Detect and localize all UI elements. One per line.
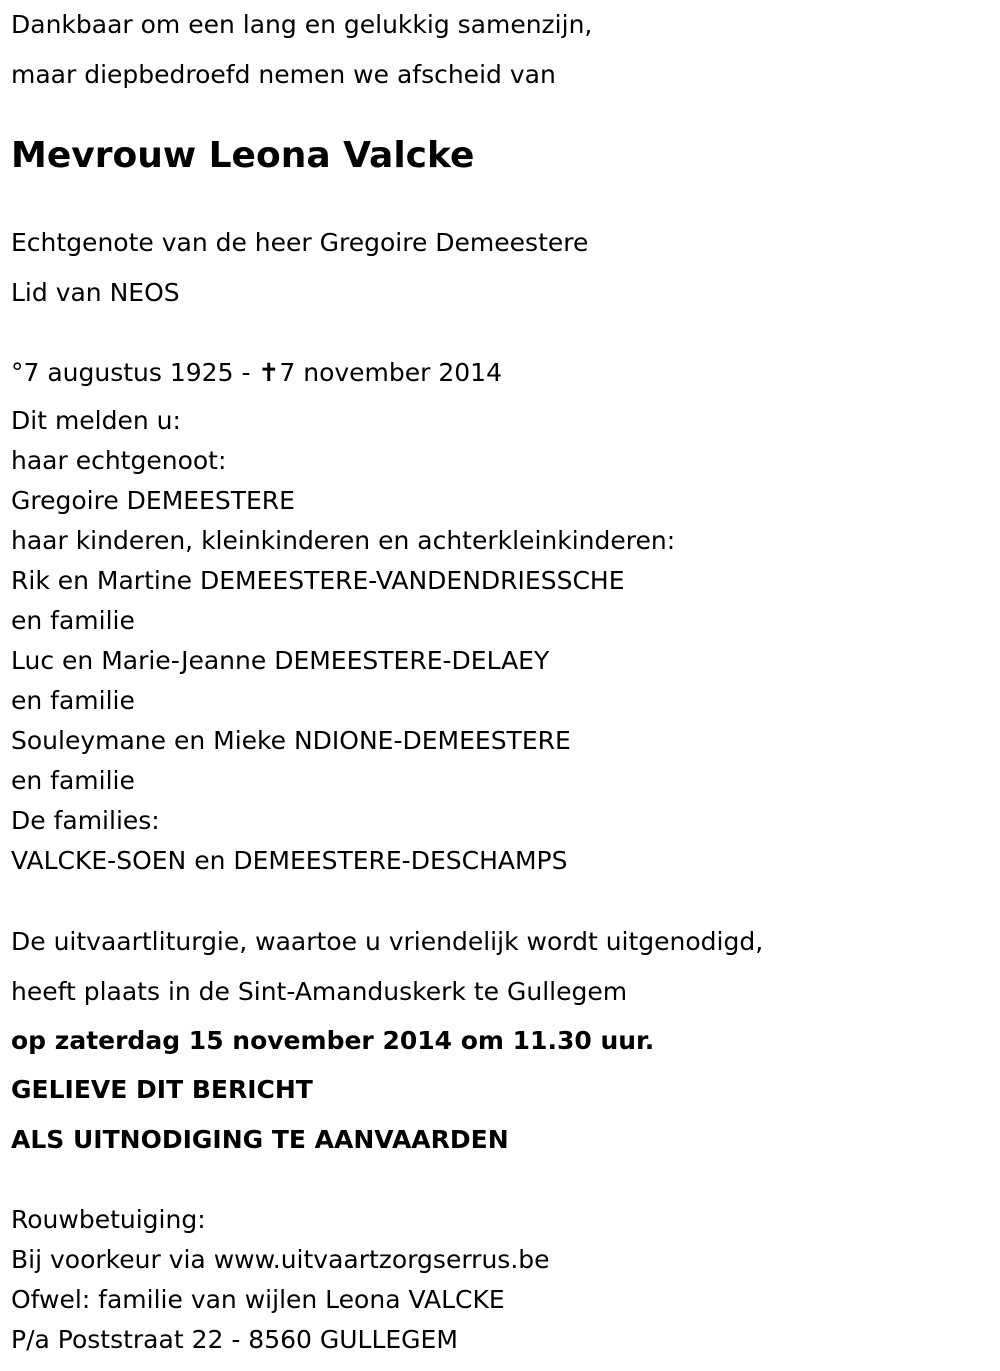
cross-icon: ✝: [258, 358, 280, 387]
ceremony-line-2: heeft plaats in de Sint-Amanduskerk te Gullegem: [11, 977, 628, 1006]
announce-line: Dit melden u:: [11, 406, 181, 435]
deceased-name: Mevrouw Leona Valcke: [11, 135, 475, 176]
invitation-notice-1: GELIEVE DIT BERICHT: [11, 1075, 313, 1104]
child-family-name: Souleymane en Mieke NDIONE-DEMEESTERE: [11, 726, 571, 755]
spouse-label: haar echtgenoot:: [11, 446, 227, 475]
ceremony-datetime: op zaterdag 15 november 2014 om 11.30 uur.: [11, 1026, 655, 1055]
families-names: VALCKE-SOEN en DEMEESTERE-DESCHAMPS: [11, 846, 568, 875]
children-label: haar kinderen, kleinkinderen en achterkleinkinderen:: [11, 526, 676, 555]
ceremony-line-1: De uitvaartliturgie, waartoe u vriendelijk wordt uitgenodigd,: [11, 927, 764, 956]
member-line: Lid van NEOS: [11, 278, 180, 307]
condolences-alt: Ofwel: familie van wijlen Leona VALCKE: [11, 1285, 505, 1314]
condolences-label: Rouwbetuiging:: [11, 1205, 206, 1234]
birth-date: °7 augustus 1925 -: [11, 358, 259, 387]
spouse-name: Gregoire DEMEESTERE: [11, 486, 295, 515]
death-date: 7 november 2014: [279, 358, 502, 387]
intro-line-2: maar diepbedroefd nemen we afscheid van: [11, 60, 556, 89]
child-family-name: Rik en Martine DEMEESTERE-VANDENDRIESSCHE: [11, 566, 625, 595]
child-family-suffix: en familie: [11, 606, 135, 635]
condolences-address: P/a Poststraat 22 - 8560 GULLEGEM: [11, 1325, 458, 1354]
spouse-line: Echtgenote van de heer Gregoire Demeestere: [11, 228, 589, 257]
life-dates: [11, 356, 502, 390]
invitation-notice-2: ALS UITNODIGING TE AANVAARDEN: [11, 1125, 509, 1154]
child-family-name: Luc en Marie-Jeanne DEMEESTERE-DELAEY: [11, 646, 550, 675]
families-label: De families:: [11, 806, 160, 835]
obituary-card: [11, 0, 991, 1371]
condolences-online: Bij voorkeur via www.uitvaartzorgserrus.be: [11, 1245, 550, 1274]
child-family-suffix: en familie: [11, 686, 135, 715]
intro-line-1: Dankbaar om een lang en gelukkig samenzijn,: [11, 10, 593, 39]
child-family-suffix: en familie: [11, 766, 135, 795]
